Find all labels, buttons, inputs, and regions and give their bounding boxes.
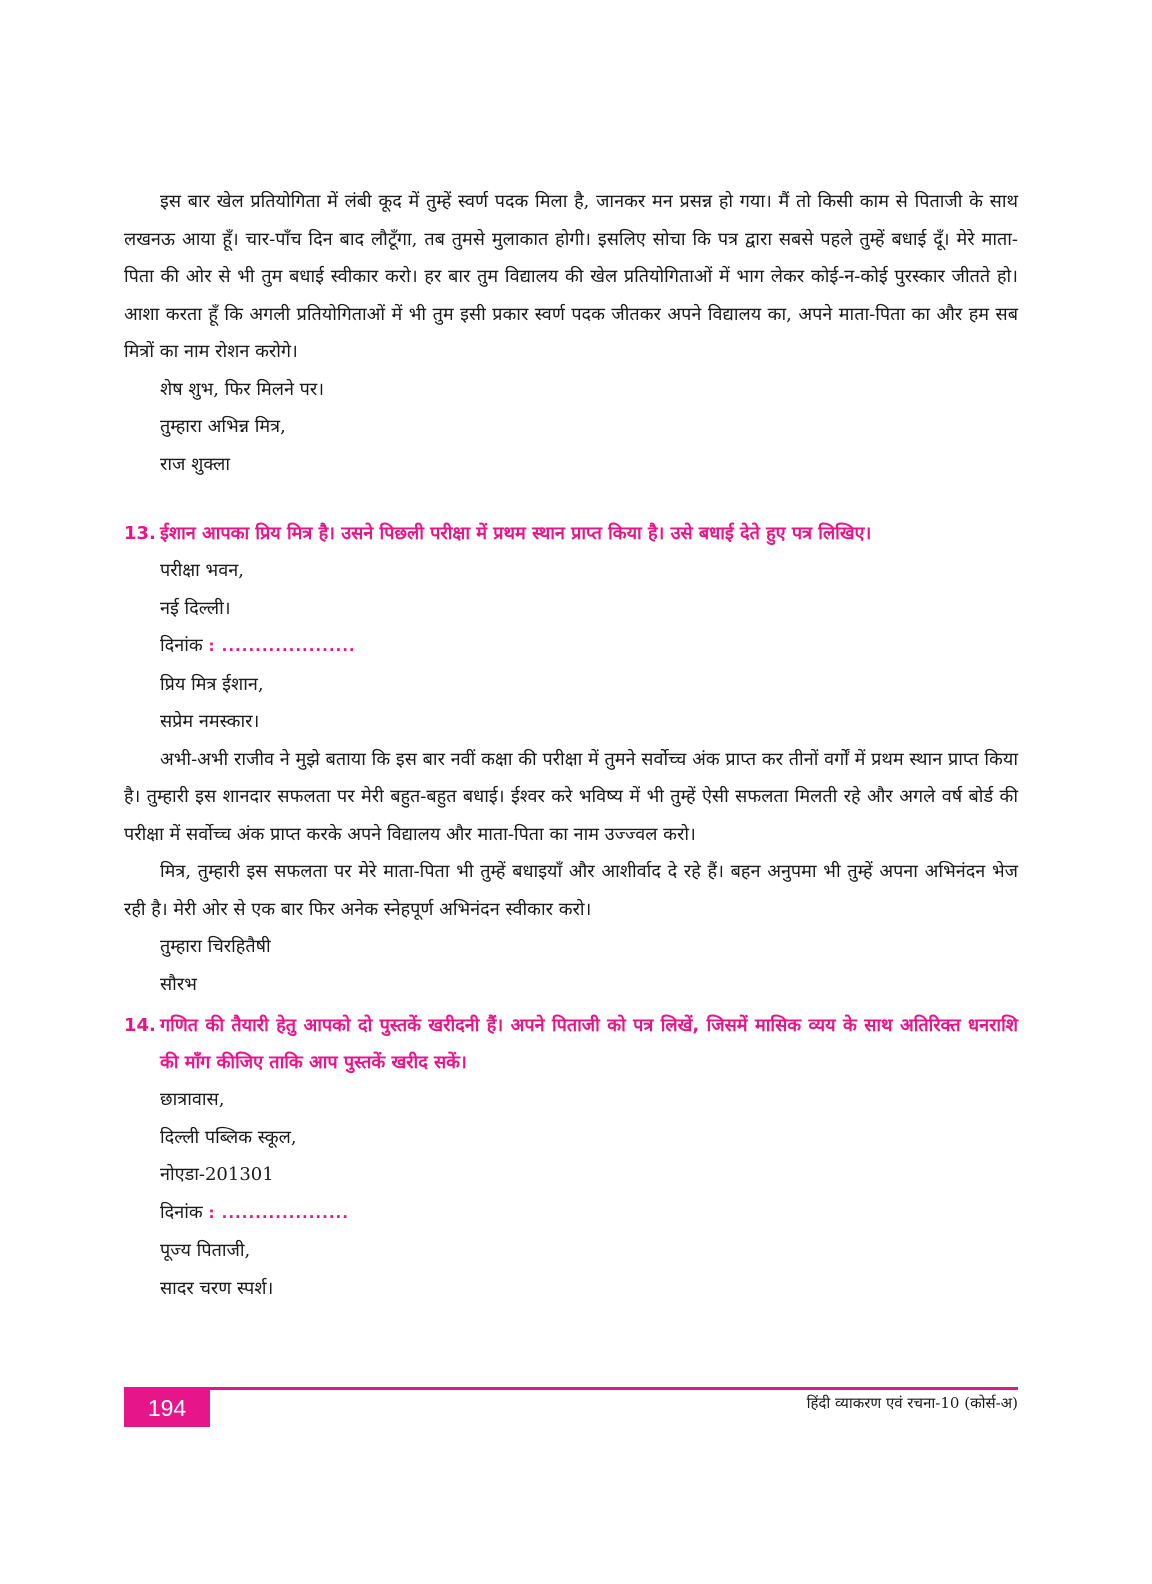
q14-greeting: सादर चरण स्पर्श। — [160, 1277, 274, 1299]
q13-salutation: प्रिय मित्र ईशान, — [160, 673, 264, 695]
question-14-text: गणित की तैयारी हेतु आपको दो पुस्तकें खरीदनी हैं। अपने पिताजी को पत्र लिखें, जिसमें मासिक व्यय के साथ अतिरिक्त धनराशि की माँग कीजिए ताकि आप पुस्तकें खरीद सकें। — [160, 1015, 1018, 1073]
prev-letter-closing: शेष शुभ, फिर मिलने पर। — [160, 378, 325, 400]
page-content — [124, 183, 1018, 1307]
question-13-text: ईशान आपका प्रिय मित्र है। उसने पिछली परीक्षा में प्रथम स्थान प्राप्त किया है। उसे बधाई देते हुए पत्र लिखिए। — [160, 523, 872, 544]
book-title: हिंदी व्याकरण एवं रचना-10 (कोर्स-अ) — [806, 1394, 1018, 1412]
q14-date-line — [124, 1194, 1018, 1233]
prev-letter-signoff: तुम्हारा अभिन्न मित्र, — [160, 416, 286, 437]
footer-divider — [124, 1387, 1018, 1390]
question-14 — [124, 1007, 1018, 1081]
q13-date-label: दिनांक — [160, 635, 203, 656]
q13-address-line-2: नई दिल्ली। — [160, 597, 231, 619]
question-13-number: 13. — [124, 523, 156, 544]
page-number: 194 — [124, 1389, 210, 1427]
q14-address-line-1: छात्रावास, — [160, 1089, 225, 1110]
q13-greeting: सप्रेम नमस्कार। — [160, 711, 260, 732]
q14-address-line-2: दिल्ली पब्लिक स्कूल, — [160, 1126, 297, 1148]
q14-address-line-3: नोएडा-201301 — [160, 1164, 274, 1185]
q14-date-label: दिनांक — [160, 1201, 203, 1223]
q13-address-line-1: परीक्षा भवन, — [160, 560, 244, 581]
prev-letter-name: राज शुक्ला — [160, 453, 231, 475]
q13-paragraph-2: मित्र, तुम्हारी इस सफलता पर मेरे माता-पिता भी तुम्हें बधाइयाँ और आशीर्वाद दे रहे हैं। बहन अनुपमा भी तुम्हें अपना अभिनंदन भेज रही है। मेरी ओर से एक बार फिर अनेक स्नेहपूर्ण अभिनंदन स्वीकार करो। — [124, 861, 1018, 920]
q13-date-value: : .................... — [208, 637, 356, 655]
q13-name: सौरभ — [160, 973, 197, 995]
q13-date-line — [124, 627, 1018, 666]
q14-salutation: पूज्य पिताजी, — [160, 1240, 251, 1261]
prev-letter-body: इस बार खेल प्रतियोगिता में लंबी कूद में तुम्हें स्वर्ण पदक मिला है, जानकर मन प्रसन्न हो गया। मैं तो किसी काम से पिताजी के साथ लखनऊ आया हूँ। चार-पाँच दिन बाद लौटूँगा, तब तुमसे मुलाकात होगी। इसलिए सोचा कि पत्र द्वारा सबसे पहले तुम्हें बधाई दूँ। मेरे माता-पिता की ओर से भी तुम बधाई स्वीकार करो। हर बार तुम विद्यालय की खेल प्रतियोगिताओं में भाग लेकर कोई-न-कोई पुरस्कार जीतते हो। आशा करता हूँ कि अगली प्रतियोगिताओं में भी तुम इसी प्रकार स्वर्ण पदक जीतकर अपने विद्यालय का, अपने माता-पिता का और हम सब मित्रों का नाम रोशन करोगे। — [124, 191, 1018, 362]
q13-paragraph-1: अभी-अभी राजीव ने मुझे बताया कि इस बार नवीं कक्षा की परीक्षा में तुमने सर्वोच्च अंक प्राप्त कर तीनों वर्गों में प्रथम स्थान प्राप्त किया है। तुम्हारी इस शानदार सफलता पर मेरी बहुत-बहुत बधाई। ईश्वर करे भविष्य में भी तुम्हें ऐसी सफलता मिलती रहे और अगले वर्ष बोर्ड की परीक्षा में सर्वोच्च अंक प्राप्त करके अपने विद्यालय और माता-पिता का नाम उज्ज्वल करो। — [124, 748, 1018, 845]
question-13 — [124, 515, 1018, 552]
question-14-number: 14. — [124, 1015, 156, 1036]
q13-signoff: तुम्हारा चिरहितैषी — [160, 936, 271, 957]
q14-date-value: : ................... — [208, 1203, 349, 1222]
